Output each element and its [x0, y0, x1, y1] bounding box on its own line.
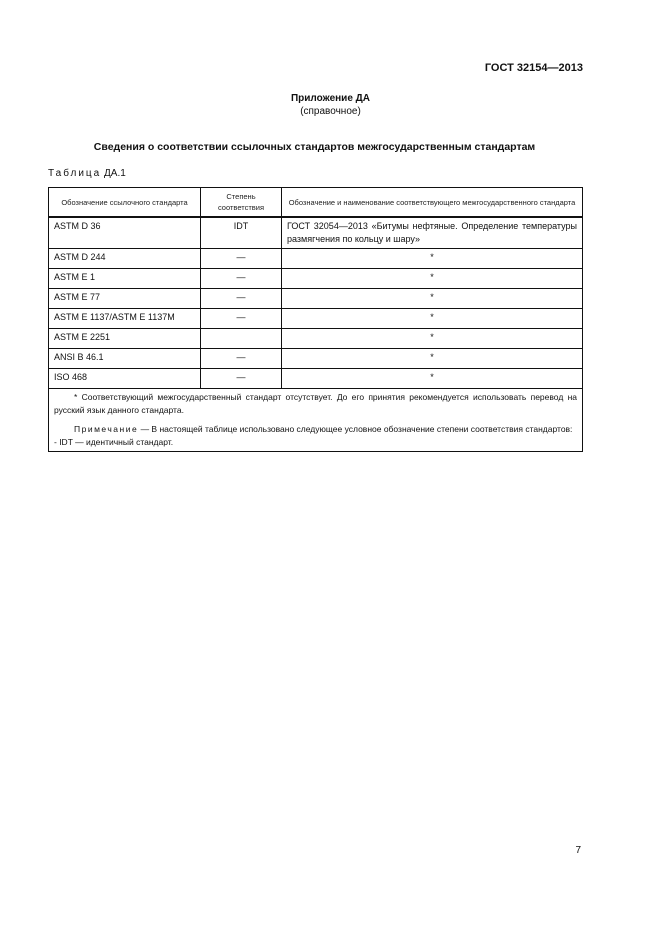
standard-cell: ГОСТ 32054—2013 «Битумы нефтяные. Определение температуры размягчения по кольцу и шару» — [282, 217, 583, 249]
table-row — [49, 309, 583, 329]
standard-cell: * — [282, 269, 583, 289]
degree-cell: — — [201, 269, 282, 289]
standard-cell: * — [282, 369, 583, 389]
standard-cell: * — [282, 329, 583, 349]
table-row — [49, 217, 583, 249]
table-row — [49, 249, 583, 269]
note-label: Примечание — [74, 424, 139, 434]
reference-cell: ISO 468 — [49, 369, 201, 389]
standard-cell: * — [282, 349, 583, 369]
degree-cell: — — [201, 289, 282, 309]
reference-cell: ASTM E 77 — [49, 289, 201, 309]
note-text: — В настоящей таблице использовано следующее условное обозначение степени соответствия стандартов: — [138, 424, 573, 434]
degree-cell: — — [201, 349, 282, 369]
table-row — [49, 269, 583, 289]
table-caption — [48, 168, 126, 179]
column-header-standard: Обозначение и наименование соответствующего межгосударственного стандарта — [282, 188, 583, 218]
table-row — [49, 289, 583, 309]
table-row — [49, 329, 583, 349]
degree-cell: — — [201, 249, 282, 269]
degree-cell — [201, 329, 282, 349]
degree-cell: — — [201, 309, 282, 329]
reference-cell: ASTM E 2251 — [49, 329, 201, 349]
table-row — [49, 369, 583, 389]
table-caption-id: ДА.1 — [104, 168, 126, 179]
table-notes — [49, 389, 583, 452]
document-number: ГОСТ 32154—2013 — [484, 62, 583, 74]
column-header-reference: Обозначение ссылочного стандарта — [49, 188, 201, 218]
table-row — [49, 349, 583, 369]
section-heading: Сведения о соответствии ссылочных стандартов межгосударственным стандартам — [93, 141, 536, 153]
reference-cell: ASTM D 244 — [49, 249, 201, 269]
table-header-row — [49, 188, 583, 218]
note-item: - IDT — идентичный стандарт. — [54, 437, 174, 447]
appendix-title: Приложение ДА — [290, 93, 371, 104]
correspondence-table — [48, 187, 583, 452]
table-footnote: * Соответствующий межгосударственный стандарт отсутствует. До его принятия рекомендуется использовать перевод на русский язык данного стандарта. — [54, 392, 577, 415]
degree-cell: IDT — [201, 217, 282, 249]
degree-cell: — — [201, 369, 282, 389]
reference-cell: ASTM D 36 — [49, 217, 201, 249]
reference-cell: ASTM E 1 — [49, 269, 201, 289]
table-notes-row — [49, 389, 583, 452]
standard-cell: * — [282, 289, 583, 309]
reference-cell: ASTM E 1137/ASTM E 1137M — [49, 309, 201, 329]
standard-cell: * — [282, 309, 583, 329]
standard-cell: * — [282, 249, 583, 269]
page-number: 7 — [575, 845, 581, 856]
table-note — [54, 423, 577, 436]
appendix-header — [0, 92, 661, 118]
table-caption-word: Таблица — [48, 168, 102, 179]
reference-cell: ANSI B 46.1 — [49, 349, 201, 369]
appendix-subtitle: (справочное) — [300, 106, 361, 117]
column-header-degree: Степень соответствия — [201, 188, 282, 218]
